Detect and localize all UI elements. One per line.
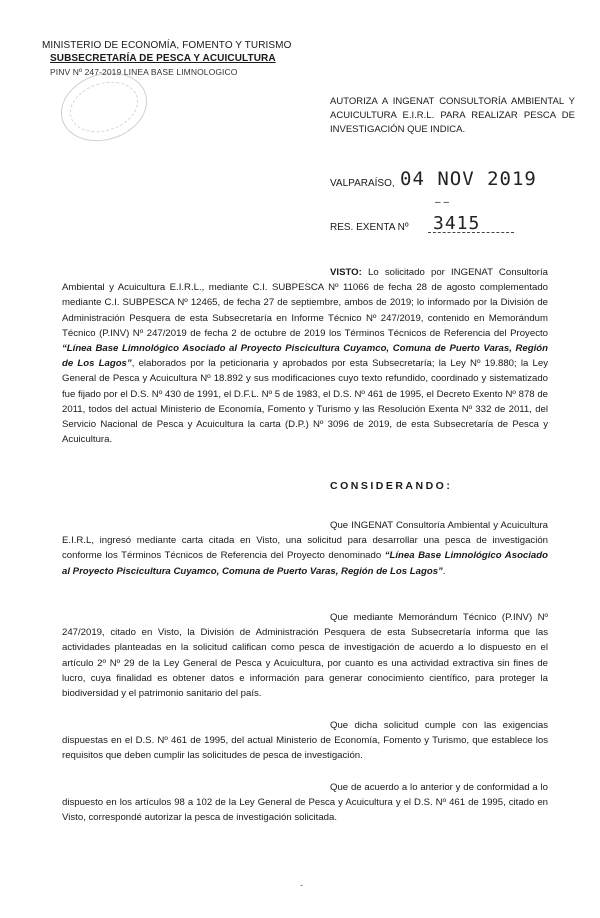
considerando-paragraph-2 (62, 610, 548, 701)
considerando-heading: CONSIDERANDO: (330, 480, 453, 492)
considerando-2-text: Que mediante Memorándum Técnico (P.INV) Nº 247/2019, citado en Visto, la División de Administración Pesquera de esta Subsecretaría informa que las actividades planteadas en la solicitud califican como pesca de investigación de acuerdo a lo dispuesto en el artículo 2º Nº 29 de la Ley General de Pesca y Acuicultura, por cuanto es una actividad extractiva sin fines de lucro, cuya finalidad es obtener datos e información para generar conocimiento científico, para proteger la biodiversidad y el patrimonio sanitario del país. (62, 612, 548, 700)
visto-project-name: “Línea Base Limnológico Asociado al Proyecto Piscicultura Cuyamco, Comuna de Puerto Varas, Región de Los Lagos” (62, 343, 548, 370)
ministry-name: MINISTERIO DE ECONOMÍA, FOMENTO Y TURISMO (42, 40, 292, 51)
subsecretaria-name: SUBSECRETARÍA DE PESCA Y ACUICULTURA (50, 53, 276, 64)
visto-text-2: , elaborados por la peticionaria y aprobados por esta Subsecretaría; la Ley Nº 19.880; la Ley General de Pesca y Acuicultura Nº 18.892 y sus modificaciones cuyo texto refundido, coordinado y sistematizado fue fijado por el D.S. Nº 430 de 1991, el D.F.L. Nº 5 de 1983, el D.S. Nº 461 de 1995, el Decreto Exento Nº 878 de 2011, todos del actual Ministerio de Economía, Fomento y Turismo y las Resolución Exenta Nº 332 de 2011, del Servicio Nacional de Pesca y Acuicultura la carta (D.P.) Nº 3096 de 2019, de esta Subsecretaría de Pesca y Acuicultura. (62, 358, 549, 446)
considerando-paragraph-1 (62, 518, 548, 579)
considerando-1-text-1: Que INGENAT Consultoría Ambiental y Acuicultura E.I.R.L, ingresó mediante carta citada en Visto, una solicitud para desarrollar una pesca de investigación conforme los Términos Técnicos de Referencia del Proyecto denominado (62, 520, 548, 562)
visto-label: VISTO: (330, 267, 362, 278)
page-mark: - (300, 880, 303, 890)
considerando-1-project-name: “Línea Base Limnológico Asociado al Proyecto Piscicultura Cuyamco, Comuna de Puerto Varas, Región de Los Lagos” (62, 550, 548, 577)
resolution-label: RES. EXENTA Nº (330, 222, 409, 233)
considerando-4-text: Que de acuerdo a lo anterior y de conformidad a lo dispuesto en los artículos 98 a 102 de la Ley General de Pesca y Acuicultura y el D.S. Nº 461 de 1995, citado en Visto, correspondé autorizar la pesca de investigación solicitada. (62, 782, 548, 824)
considerando-paragraph-3 (62, 718, 548, 764)
considerando-1-text-2: . (442, 565, 446, 577)
date-underline: – – (435, 197, 449, 208)
place-label: VALPARAÍSO, (330, 178, 395, 189)
reference-code: PINV Nº 247-2019 LINEA BASE LIMNOLOGICO (50, 67, 238, 77)
considerando-3-text: Que dicha solicitud cumple con las exigencias dispuestas en el D.S. Nº 461 de 1995, del actual Ministerio de Economía, Fomento y Turismo, que establece los requisitos que deben cumplir las solicitudes de pesca de investigación. (62, 720, 548, 762)
visto-paragraph (62, 265, 548, 447)
resolution-number-line (428, 232, 514, 233)
visto-text-1: Lo solicitado por INGENAT Consultoría Ambiental y Acuicultura E.I.R.L., mediante C.I. SUBPESCA Nº 11066 de fecha 28 de agosto complementado mediante C.I. SUBPESCA Nº 12465, de fecha 27 de septiembre, ambos de 2019; lo informado por la División de Administración Pesquera de esta Subsecretaría en Informe Técnico Nº 247/2019, contenido en Memorándum Técnico (P.INV) Nº 247/2019 de fecha 2 de octubre de 2019 los Términos Técnicos de Referencia del Proyecto (62, 267, 548, 339)
resolution-number: 3415 (433, 213, 481, 234)
resolution-date: 04 NOV 2019 (400, 168, 537, 190)
resolution-title: AUTORIZA A INGENAT CONSULTORÍA AMBIENTAL Y ACUICULTURA E.I.R.L. PARA REALIZAR PESCA DE INVESTIGACIÓN QUE INDICA. (330, 96, 575, 135)
considerando-paragraph-4 (62, 780, 548, 826)
